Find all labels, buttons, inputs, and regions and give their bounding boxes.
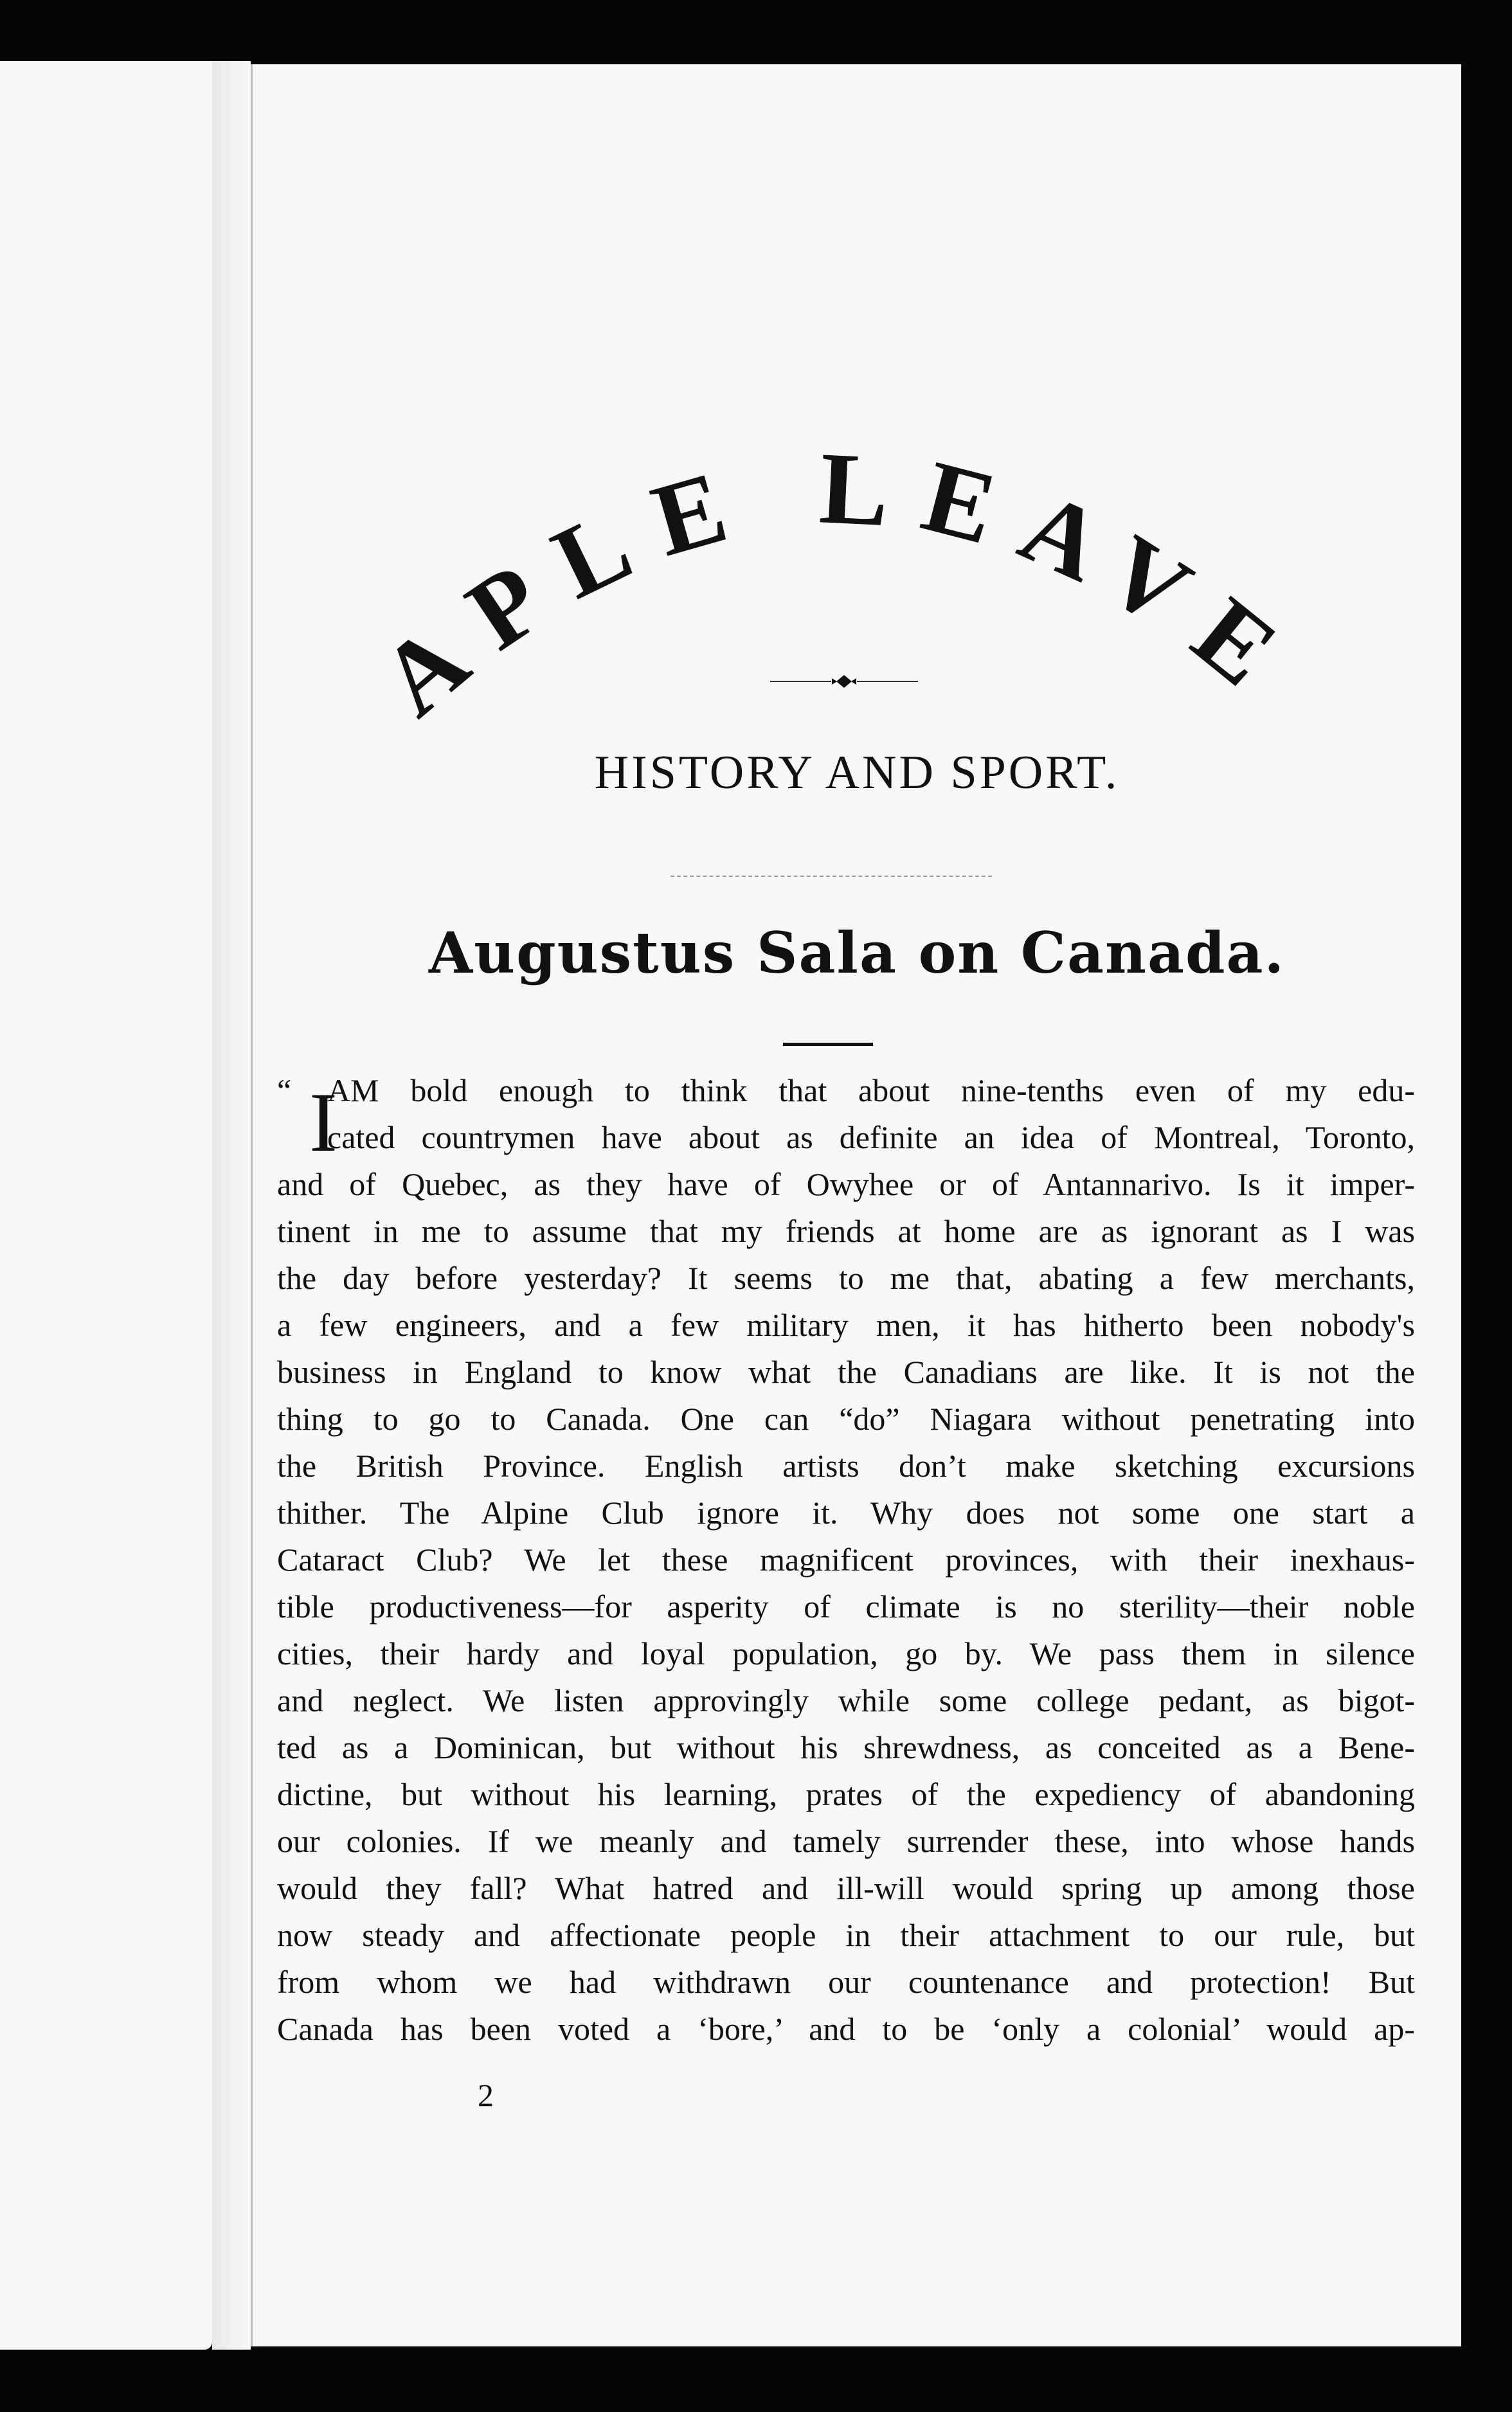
- title-ornament-icon: [770, 672, 918, 691]
- title-main-text: MAPLE LEAVES.: [291, 332, 1322, 738]
- body-line: ted as a Dominican, but without his shrewdness, as conceited as a Bene-: [277, 1729, 1415, 1765]
- body-line: Cataract Club? We let these magnificent provinces, with their inexhaus-: [277, 1542, 1415, 1578]
- body-line: cated countrymen have about as definite an idea of Montreal, Toronto,: [327, 1119, 1415, 1155]
- body-line: and neglect. We listen approvingly while some college pedant, as bigot-: [277, 1682, 1415, 1718]
- facing-page-edge: [0, 61, 212, 2350]
- first-line-text: AM bold enough to think that about nine-tenths even of my edu-: [327, 1072, 1415, 1108]
- body-line: thither. The Alpine Club ignore it. Why does not some one start a: [277, 1495, 1415, 1531]
- body-line: tible productiveness—for asperity of climate is no sterility—their noble: [277, 1589, 1415, 1625]
- body-line: business in England to know what the Canadians are like. It is not the: [277, 1354, 1415, 1390]
- drop-cap: I: [309, 1075, 338, 1169]
- title-underline: [783, 1043, 873, 1046]
- article-body: [277, 1067, 1415, 2053]
- body-line: cities, their hardy and loyal population, go by. We pass them in silence: [277, 1635, 1415, 1671]
- body-line: a few engineers, and a few military men, it has hitherto been nobody's: [277, 1307, 1415, 1343]
- body-line: thing to go to Canada. One can “do” Niagara without penetrating into: [277, 1401, 1415, 1437]
- book-gutter: [212, 61, 251, 2350]
- body-line: our colonies. If we meanly and tamely surrender these, into whose hands: [277, 1823, 1415, 1859]
- body-line: the British Province. English artists don’t make sketching excursions: [277, 1448, 1415, 1484]
- body-line: Canada has been voted a ‘bore,’ and to be ‘only a colonial’ would ap-: [277, 2011, 1415, 2047]
- page-number: 2: [478, 2077, 494, 2113]
- dotted-divider: [670, 876, 992, 877]
- body-line: now steady and affectionate people in their attachment to our rule, but: [277, 1917, 1415, 1953]
- maple-leaves-title: [291, 332, 1358, 759]
- body-line: dictine, but without his learning, prates of the expediency of abandoning: [277, 1776, 1415, 1812]
- page-subtitle: HISTORY AND SPORT.: [594, 746, 1120, 799]
- body-line: and of Quebec, as they have of Owyhee or of Antannarivo. Is it imper-: [277, 1166, 1415, 1202]
- opening-quote: “: [277, 1072, 292, 1108]
- book-page: [251, 64, 1461, 2346]
- body-line: would they fall? What hatred and ill-will would spring up among those: [277, 1870, 1415, 1906]
- body-line: the day before yesterday? It seems to me that, abating a few merchants,: [277, 1260, 1415, 1296]
- article-title: Augustus Sala on Canada.: [428, 919, 1286, 986]
- body-line: from whom we had withdrawn our countenance and protection! But: [277, 1964, 1415, 2000]
- body-line: tinent in me to assume that my friends at home are as ignorant as I was: [277, 1213, 1415, 1249]
